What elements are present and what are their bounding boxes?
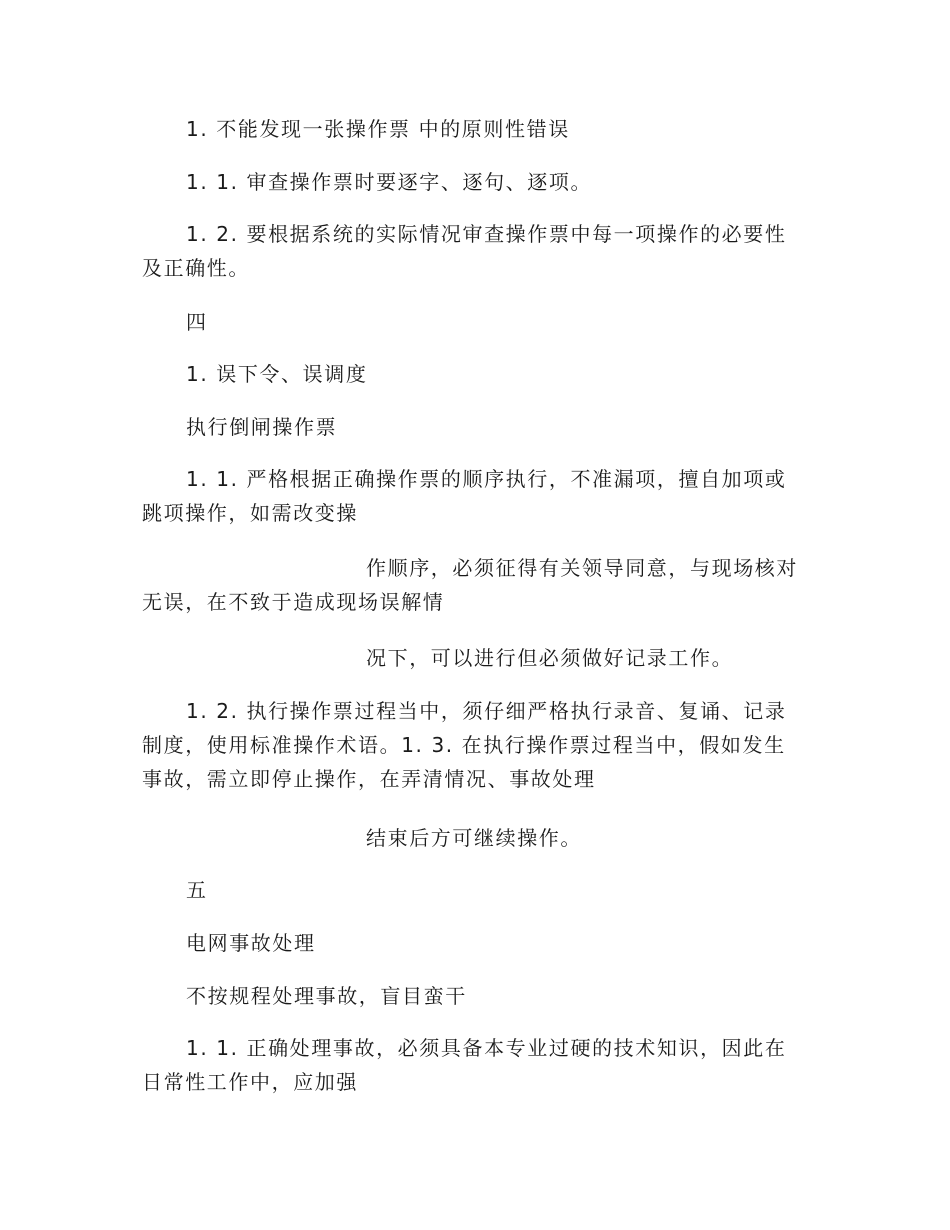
paragraph-item-accident-1-1: 1. 1. 正确处理事故，必须具备本专业过硬的技术知识，因此在日常性工作中，应加强 xyxy=(142,1036,787,1094)
paragraph-item-1-1: 1. 1. 审查操作票时要逐字、逐句、逐项。 xyxy=(186,170,593,194)
paragraph-continuation-resume: 结束后方可继续操作。 xyxy=(366,826,582,850)
paragraph-continuation-order: 作顺序，必须征得有关领导同意，与现场核对无误，在不致于造成现场误解情 xyxy=(142,556,798,614)
paragraph-item-1: 1. 不能发现一张操作票 中的原则性错误 xyxy=(186,117,570,141)
paragraph-heading-wrong-dispatch: 1. 误下令、误调度 xyxy=(186,362,368,386)
paragraph-heading-blind-handling: 不按规程处理事故，盲目蛮干 xyxy=(186,984,467,1008)
paragraph-item-execute-1-1: 1. 1. 严格根据正确操作票的顺序执行，不准漏项，擅自加项或跳项操作，如需改变操 xyxy=(142,467,787,525)
paragraph-heading-switching-ticket: 执行倒闸操作票 xyxy=(186,415,338,439)
paragraph-heading-grid-accident: 电网事故处理 xyxy=(186,931,316,955)
section-number-five: 五 xyxy=(186,878,208,902)
paragraph-item-execute-1-2: 1. 2. 执行操作票过程当中，须仔细严格执行录音、复诵、记录制度，使用标准操作术语。1. 3. 在执行操作票过程当中，假如发生事故，需立即停止操作，在弄清情况、事故处理 xyxy=(142,699,787,791)
paragraph-continuation-record: 况下，可以进行但必须做好记录工作。 xyxy=(366,646,734,670)
paragraph-item-1-2: 1. 2. 要根据系统的实际情况审查操作票中每一项操作的必要性及正确性。 xyxy=(142,222,787,280)
section-number-four: 四 xyxy=(186,310,208,334)
